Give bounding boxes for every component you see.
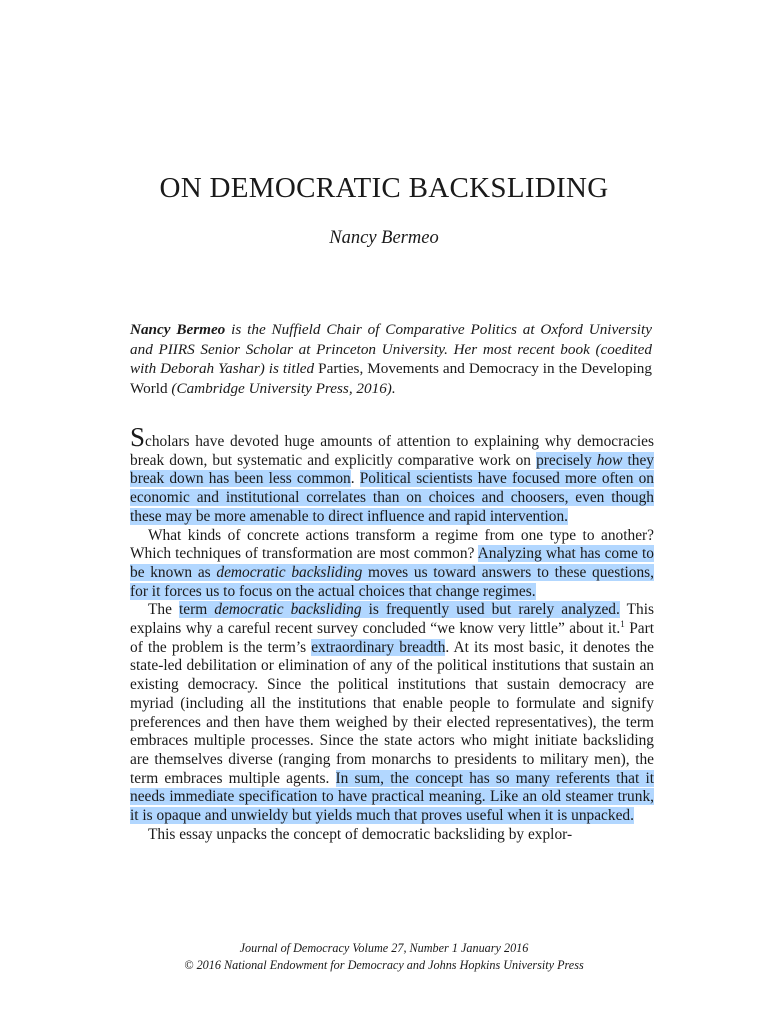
footer-journal-line: Journal of Democracy Volume 27, Number 1 January 2016: [239, 941, 529, 955]
article-body: [130, 422, 655, 844]
highlight-4-text-a: term: [179, 601, 215, 619]
bio-name: Nancy Bermeo: [130, 321, 226, 338]
bio-book-title: Parties, Movements and Democracy in the Developing World: [130, 360, 652, 397]
highlight-4-italic: democratic backsliding: [214, 601, 362, 619]
p1-text-a: cholars have devoted huge amounts of attention to explaining why democracies break down, but systematic and explicitly comparative work on: [130, 433, 654, 469]
highlight-4[interactable]: [179, 601, 620, 618]
paragraph-2[interactable]: [130, 527, 654, 602]
p2-text-a: What kinds of concrete actions transform a regime from one type to another? Which techniques of transformation are most common?: [130, 526, 654, 563]
highlight-3-italic: democratic backsliding: [216, 563, 363, 581]
highlight-6[interactable]: In sum, the concept has so many referents that it needs immediate specification to have practical meaning. Like an old steamer trunk, it is opaque and unwieldy but yields much that proves useful when it is unpacked.: [130, 769, 654, 825]
highlight-1-text-b: they break down has been less common: [130, 451, 654, 488]
page-footer: [0, 940, 768, 974]
p3-text-a: The: [148, 601, 180, 619]
p1-text-b: .: [350, 470, 360, 488]
highlight-1-italic: how: [596, 451, 623, 469]
p3-text-b: This explains why a careful recent survey concluded “we know very little” about it.: [130, 601, 655, 638]
drop-cap: S: [130, 422, 146, 452]
footnote-marker[interactable]: 1: [620, 618, 625, 629]
highlight-2[interactable]: Political scientists have focused more often on economic and institutional correlates than on choices and choosers, even though these may be more amenable to direct influence and rapid intervention.: [130, 470, 654, 525]
p3-text-c: Part of the problem is the term’s: [130, 620, 654, 656]
paragraph-3[interactable]: [130, 601, 654, 825]
article-title: ON DEMOCRATIC BACKSLIDING: [159, 172, 609, 204]
p3-text-d: . At its most basic, it denotes the state-led debilitation or elimination of any of the political institutions that sustain an existing democracy. Since the political institutions that sustain democracy are myriad (including all the institutions that enable people to formulate and signify preferences and then have them weighed by their elected representatives), the term embraces multiple processes. Since the state actors who might initiate backsliding are themselves diverse (ranging from monarchs to presidents to military men), the term embraces multiple agents.: [130, 638, 654, 787]
highlight-3-text-b: moves us toward answers to these questions, for it forces us to focus on the actual choices that change regimes.: [130, 563, 654, 600]
bio-text-2: (Cambridge University Press, 2016).: [167, 379, 396, 397]
paragraph-4[interactable]: [130, 826, 654, 845]
highlight-4-text-b: is frequently used but rarely analyzed.: [361, 601, 620, 619]
highlight-5[interactable]: extraordinary breadth: [311, 638, 446, 656]
article-author: Nancy Bermeo: [329, 228, 439, 248]
author-bio: [130, 320, 652, 398]
footer-copyright-line: © 2016 National Endowment for Democracy and Johns Hopkins University Press: [184, 958, 584, 972]
paragraph-1[interactable]: [130, 422, 654, 527]
p4-text-a: This essay unpacks the concept of democratic backsliding by explor-: [148, 825, 573, 843]
highlight-1-text-a: precisely: [536, 451, 597, 469]
highlight-3-text-a: Analyzing what has come to be known as: [130, 545, 654, 581]
bio-text-1: is the Nuffield Chair of Comparative Politics at Oxford University and PIIRS Senior Scholar at Princeton University. Her most recent book (coedited with Deborah Yashar) is titled: [130, 321, 652, 377]
